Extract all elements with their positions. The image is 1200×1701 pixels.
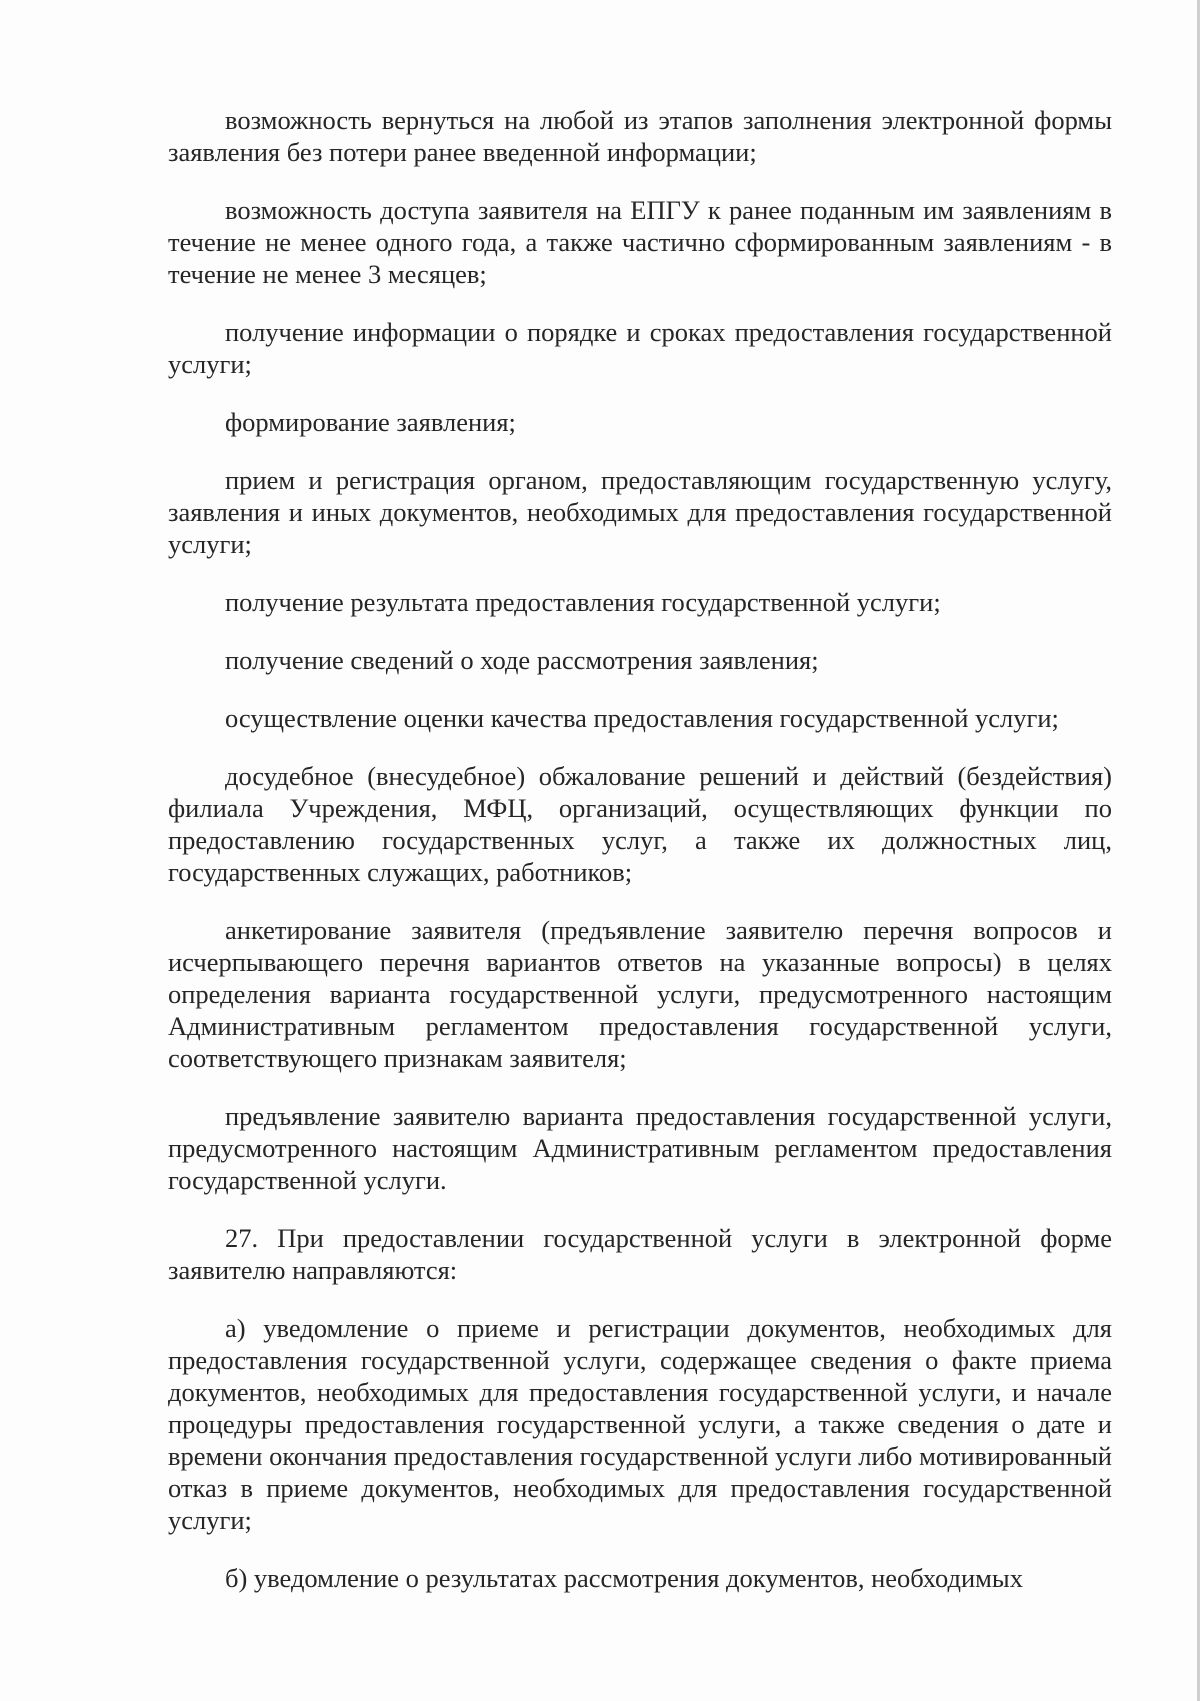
paragraph-form-application: формирование заявления; [225, 407, 516, 437]
paragraph-receive-result: получение результата предоставления государственной услуги; [225, 587, 941, 617]
paragraph-pretrial-appeal: досудебное (внесудебное) обжалование решений и действий (бездействия) филиала Учреждения, МФЦ, организаций, осуществляющих функции по предоставлению государственных услуг, а также их должностных лиц, государственных служащих, работников; [168, 761, 1112, 887]
document-body [168, 104, 1112, 1620]
paragraph-receive-status: получение сведений о ходе рассмотрения заявления; [225, 645, 819, 675]
paragraph-questionnaire: анкетирование заявителя (предъявление заявителю перечня вопросов и исчерпывающего перечня вариантов ответов на указанные вопросы) в целях определения варианта государственной услуги, предусмотренного настоящим Административным регламентом предоставления государственной услуги, соответствующего признакам заявителя; [168, 915, 1112, 1073]
paragraph-receive-information: получение информации о порядке и сроках предоставления государственной услуги; [168, 317, 1112, 379]
paragraph-return-to-stage: возможность вернуться на любой из этапов заполнения электронной формы заявления без потери ранее введенной информации; [168, 105, 1112, 167]
paragraph-service-variant: предъявление заявителю варианта предоставления государственной услуги, предусмотренного настоящим Административным регламентом предоставления государственной услуги. [168, 1101, 1112, 1195]
paragraph-clause-27-b: б) уведомление о результатах рассмотрения документов, необходимых [225, 1563, 1023, 1593]
paragraph-clause-27: 27. При предоставлении государственной услуги в электронной форме заявителю направляются: [168, 1223, 1112, 1285]
paragraph-reception-registration: прием и регистрация органом, предоставляющим государственную услугу, заявления и иных документов, необходимых для предоставления государственной услуги; [168, 465, 1112, 559]
paragraph-quality-assessment: осуществление оценки качества предоставления государственной услуги; [225, 703, 1059, 733]
paragraph-clause-27-a: а) уведомление о приеме и регистрации документов, необходимых для предоставления государственной услуги, содержащее сведения о факте приема документов, необходимых для предоставления государственной услуги, и начале процедуры предоставления государственной услуги, а также сведения о дате и времени окончания предоставления государственной услуги либо мотивированный отказ в приеме документов, необходимых для предоставления государственной услуги; [168, 1313, 1112, 1535]
paragraph-access-to-applications: возможность доступа заявителя на ЕПГУ к ранее поданным им заявлениям в течение не менее одного года, а также частично сформированным заявлениям - в течение не менее 3 месяцев; [168, 195, 1112, 289]
